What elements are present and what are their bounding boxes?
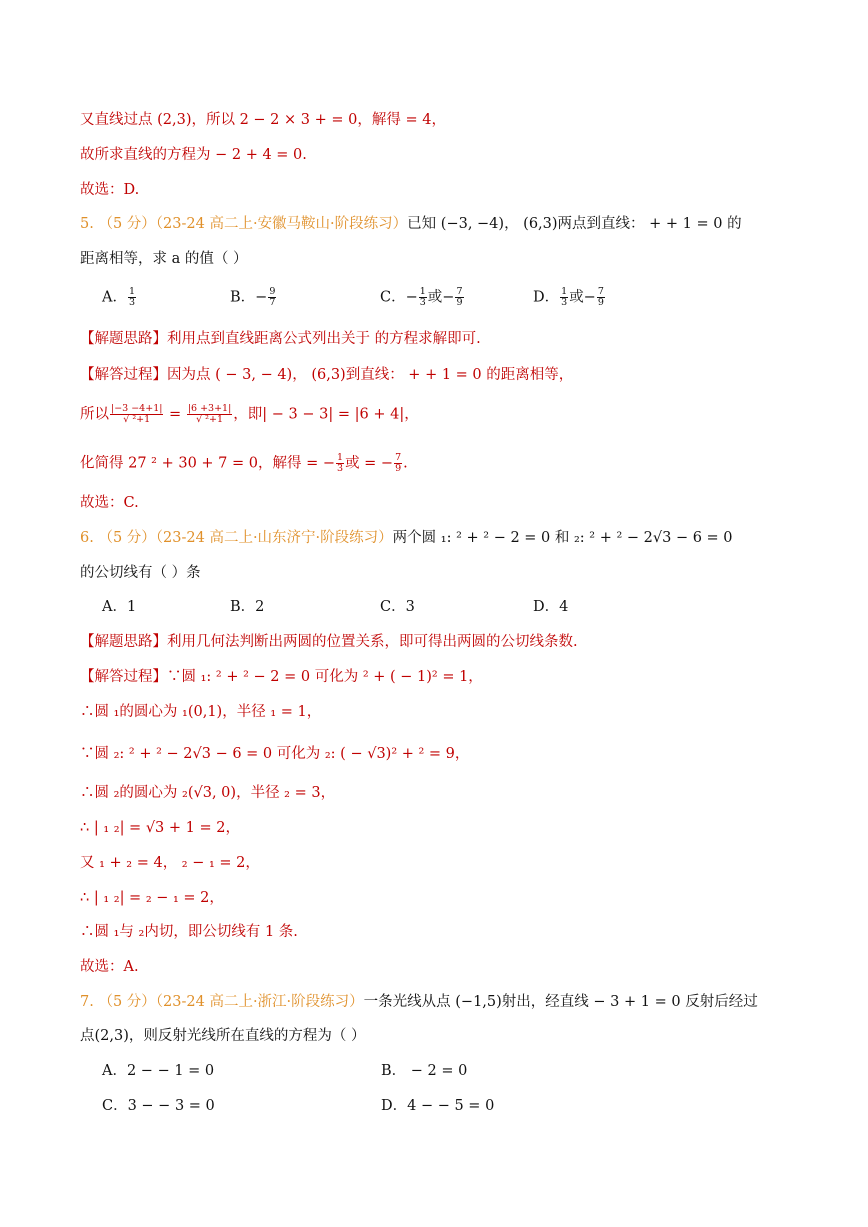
fraction: $\frac{|6 +3+1|}{\text{√ ²+1}}$: [187, 403, 232, 425]
solution-line: ∴圆 ₂的圆心为 ₂(√3, 0)，半径 ₂ = 3，: [80, 785, 336, 801]
option-a: A．2 − − 1 = 0: [102, 1063, 215, 1079]
question-7: [80, 992, 808, 1012]
solution-line: ∴ | ₁ ₂| = ₂ − ₁ = 2，: [80, 890, 224, 906]
fraction: $\frac{|-3 -4+1|}{\text{√ ²+1}}$: [111, 403, 163, 425]
solution-line: 又 ₁ + ₂ = 4， ₂ − ₁ = 2，: [80, 855, 260, 871]
fraction: $\frac{7}{9}$: [456, 286, 463, 308]
solution-line: 故所求直线的方程为 − 2 + 4 = 0.: [80, 147, 307, 163]
solution-line: ∴圆 ₁与 ₂内切，即公切线有 1 条.: [80, 924, 298, 940]
question-number: 5.: [80, 216, 94, 232]
solution-idea: 【解题思路】利用几何法判断出两圆的位置关系，即可得出两圆的公切线条数.: [80, 634, 578, 650]
question-5: [80, 214, 808, 234]
question-meta: （5 分）（23-24 高二上·安徽马鞍山·阶段练习）: [98, 216, 408, 232]
question-meta: （5 分）（23-24 高二上·浙江·阶段练习）: [98, 994, 364, 1010]
answer-line: 故选：D.: [80, 182, 140, 198]
fraction: $\frac{7}{9}$: [395, 452, 402, 474]
solution-line: 所以 $\frac{|-3 -4+1|}{\text{√ ²+1}}$ = $\frac{|6 +3+1|}{\text{√ ²+1}}$ ，即| − 3 − 3| = |6 + 4|，: [80, 403, 419, 425]
answer-line: 故选：A.: [80, 959, 139, 975]
fraction: $\frac{9}{7}$: [269, 286, 276, 308]
question-text: 两个圆 ₁: ² + ² − 2 = 0 和 ₂: ² + ² − 2√3 − 6 = 0: [392, 530, 733, 546]
question-number: 7.: [80, 994, 94, 1010]
option-c: C．3 − − 3 = 0: [102, 1098, 215, 1114]
question-6: [80, 528, 808, 548]
option-b: B．2: [230, 599, 265, 615]
fraction: $\frac{1}{3}$: [128, 286, 136, 308]
option-a: A．1: [102, 599, 137, 615]
solution-line: ∴ | ₁ ₂| = √3 + 1 = 2，: [80, 820, 240, 836]
question-text-cont: 距离相等，求 a 的值（ ）: [80, 251, 248, 267]
option-b: B． − 2 = 0: [381, 1063, 468, 1079]
question-meta: （5 分）（23-24 高二上·山东济宁·阶段练习）: [98, 530, 393, 546]
question-text-cont: 的公切线有（ ）条: [80, 565, 201, 581]
solution-process: 【解答过程】∵圆 ₁: ² + ² − 2 = 0 可化为 ² + ( − 1)² = 1，: [80, 669, 483, 685]
process-tag: 【解答过程】: [80, 367, 167, 383]
process-tag: 【解答过程】: [80, 669, 167, 685]
answer-line: 故选：C.: [80, 495, 139, 511]
option-c: C．− $\frac{1}{3}$ 或− $\frac{7}{9}$: [380, 286, 463, 308]
option-a: A． $\frac{1}{3}$: [102, 286, 136, 308]
question-text: 一条光线从点 (−1,5)射出，经直线 − 3 + 1 = 0 反射后经过: [363, 994, 758, 1010]
question-number: 6.: [80, 530, 94, 546]
option-b: B．− $\frac{9}{7}$: [230, 286, 276, 308]
option-c: C．3: [380, 599, 415, 615]
fraction: $\frac{1}{3}$: [561, 286, 568, 308]
fraction: $\frac{1}{3}$: [337, 452, 344, 474]
question-text: 已知 (−3, −4)， (6,3)两点到直线： + + 1 = 0 的: [407, 216, 742, 232]
option-d: D． $\frac{1}{3}$ 或− $\frac{7}{9}$: [533, 286, 604, 308]
solution-line: 又直线过点 (2,3)，所以 2 − 2 × 3 + = 0，解得 = 4，: [80, 112, 446, 128]
question-text-cont: 点(2,3)，则反射光线所在直线的方程为（ ）: [80, 1028, 366, 1044]
fraction: $\frac{7}{9}$: [597, 286, 604, 308]
option-d: D．4: [533, 599, 569, 615]
solution-idea: 【解题思路】利用点到直线距离公式列出关于 的方程求解即可.: [80, 331, 481, 347]
fraction: $\frac{1}{3}$: [419, 286, 426, 308]
idea-tag: 【解题思路】: [80, 331, 167, 347]
option-d: D．4 − − 5 = 0: [381, 1098, 495, 1114]
solution-line: 化简得 27 ² + 30 + 7 = 0，解得 = − $\frac{1}{3}$ 或 = − $\frac{7}{9}$ .: [80, 452, 408, 474]
solution-process: 【解答过程】因为点 ( − 3, − 4)， (6,3)到直线： + + 1 = 0 的距离相等，: [80, 367, 574, 383]
solution-line: ∵圆 ₂: ² + ² − 2√3 − 6 = 0 可化为 ₂: ( − √3)² + ² = 9，: [80, 746, 470, 762]
solution-line: ∴圆 ₁的圆心为 ₁(0,1)，半径 ₁ = 1，: [80, 704, 322, 720]
idea-tag: 【解题思路】: [80, 634, 167, 650]
